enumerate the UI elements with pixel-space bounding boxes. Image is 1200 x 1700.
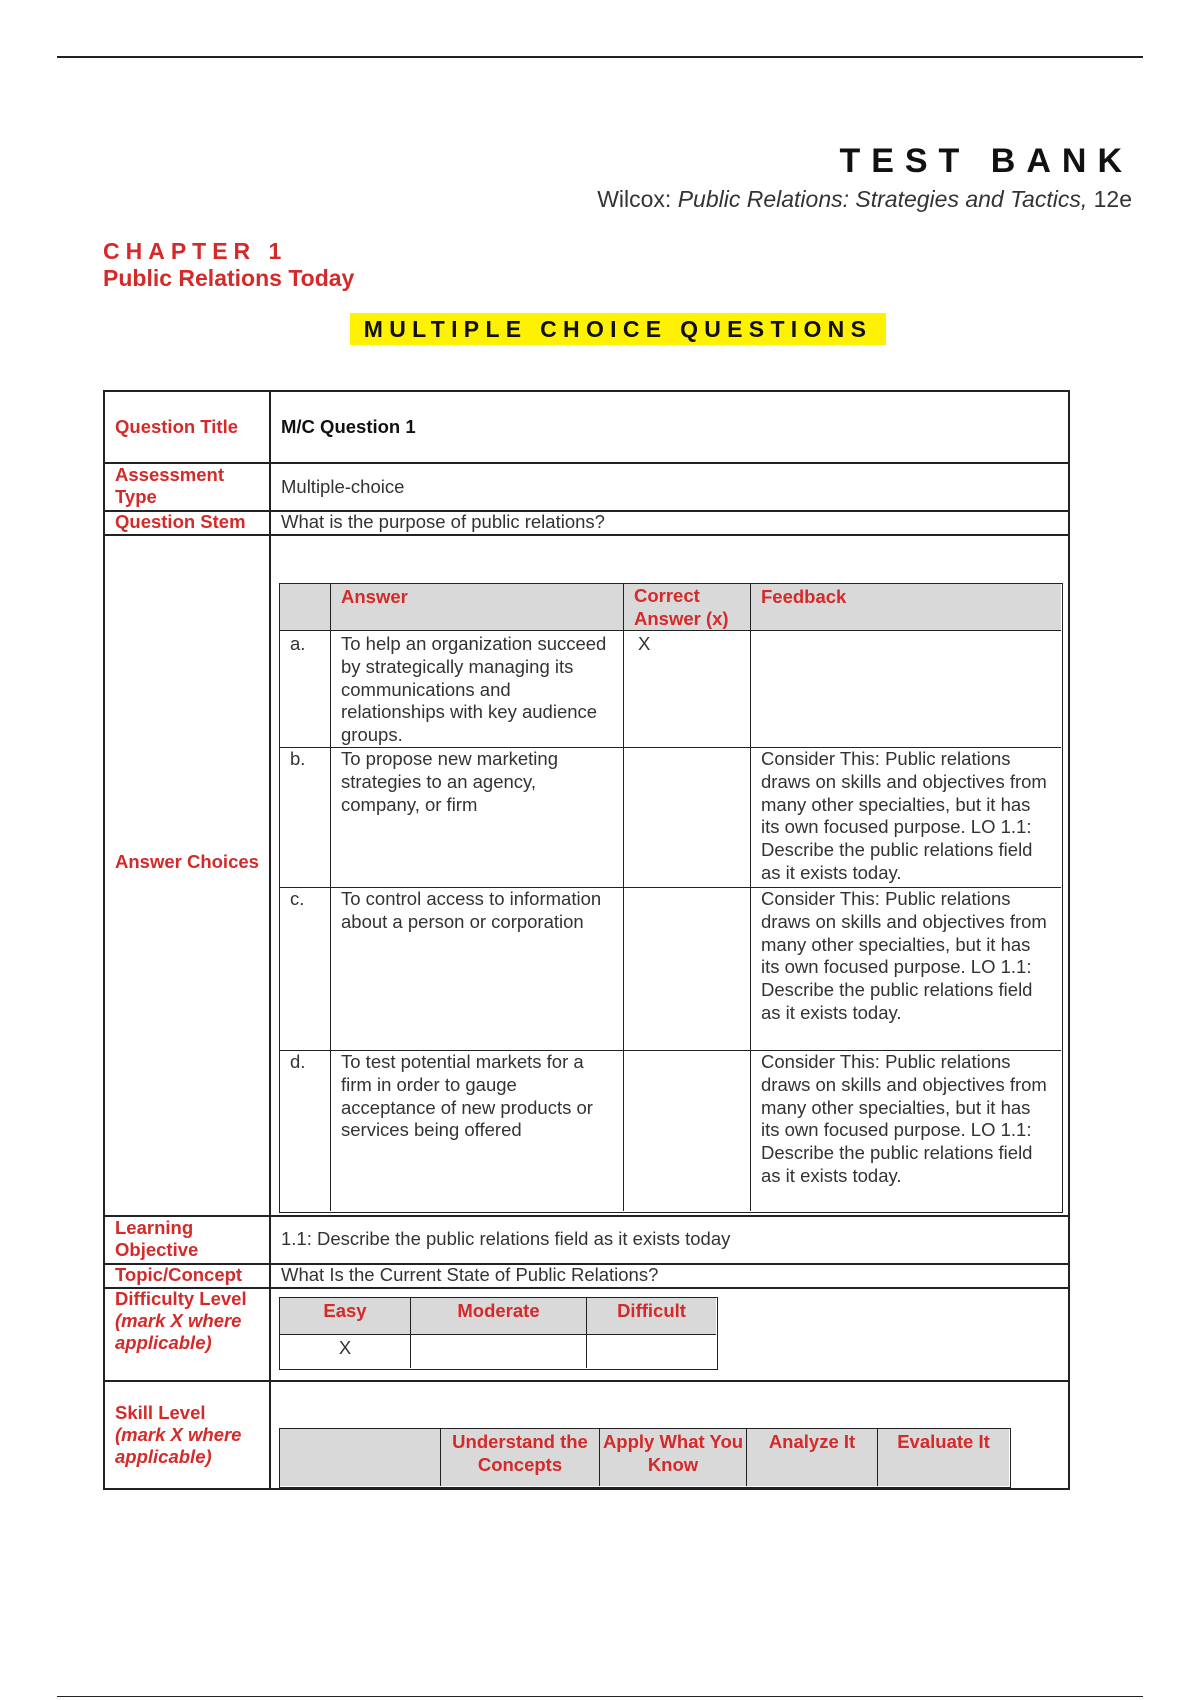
row-divider (105, 1380, 1068, 1382)
choice-feedback: Consider This: Public relations draws on skills and objectives from many other specialties, but it has its own focused purpose. LO 1.1: Describe the public relations field as it exists today. (750, 1050, 1061, 1211)
topic-concept-value: What Is the Current State of Public Relations? (281, 1264, 659, 1285)
test-bank-title: TEST BANK (839, 142, 1133, 180)
skill-header-blank (280, 1429, 440, 1486)
topic-concept-label: Topic/Concept (115, 1264, 243, 1285)
difficulty-mark-moderate (410, 1334, 586, 1368)
chapter-number: CHAPTER 1 (103, 238, 288, 264)
choice-letter: a. (280, 630, 330, 747)
bottom-rule (57, 1696, 1143, 1697)
question-stem-value: What is the purpose of public relations? (281, 511, 605, 532)
assessment-type-label: Assessment Type (115, 464, 225, 507)
choice-correct-mark (623, 887, 750, 1050)
choice-correct-mark (623, 747, 750, 887)
difficulty-hint: (mark X where applicable) (115, 1310, 242, 1353)
skill-header-analyze: Analyze It (746, 1429, 877, 1486)
choice-correct-mark (623, 1050, 750, 1211)
difficulty-level-label (115, 1288, 265, 1354)
skill-table (279, 1428, 1011, 1488)
skill-header-understand: Understand the Concepts (440, 1429, 599, 1486)
choice-feedback (750, 630, 1061, 747)
book-subtitle (597, 186, 1132, 213)
answer-header: Answer (330, 584, 623, 630)
skill-header-evaluate: Evaluate It (877, 1429, 1009, 1486)
difficulty-mark-easy: X (280, 1334, 410, 1368)
row-divider (105, 534, 1068, 536)
difficulty-header-difficult: Difficult (586, 1298, 716, 1334)
skill-level-label (115, 1402, 265, 1468)
choice-correct-mark: X (623, 630, 750, 747)
choice-letter: d. (280, 1050, 330, 1211)
question-title-value: M/C Question 1 (281, 416, 416, 437)
choice-feedback: Consider This: Public relations draws on skills and objectives from many other specialties, but it has its own focused purpose. LO 1.1: Describe the public relations field as it exists today. (750, 747, 1061, 887)
choice-answer: To control access to information about a person or corporation (330, 887, 623, 1050)
choice-answer: To help an organization succeed by strategically managing its communications and relationships with key audience groups. (330, 630, 623, 747)
choice-feedback: Consider This: Public relations draws on skills and objectives from many other specialties, but it has its own focused purpose. LO 1.1: Describe the public relations field as it exists today. (750, 887, 1061, 1050)
subtitle-author: Wilcox: (597, 186, 678, 212)
difficulty-label-text: Difficulty Level (115, 1288, 247, 1309)
answer-choices-label: Answer Choices (115, 851, 259, 872)
difficulty-table (279, 1297, 718, 1370)
question-stem-label: Question Stem (115, 511, 246, 532)
difficulty-header-easy: Easy (280, 1298, 410, 1334)
label-column-divider (269, 392, 271, 1488)
question-table (103, 390, 1070, 1490)
skill-header-apply: Apply What You Know (599, 1429, 746, 1486)
correct-answer-header: Correct Answer (x) (623, 584, 750, 630)
learning-objective-value: 1.1: Describe the public relations field as it exists today (281, 1228, 731, 1249)
choice-answer: To test potential markets for a firm in order to gauge acceptance of new products or services being offered (330, 1050, 623, 1211)
difficulty-mark-difficult (586, 1334, 716, 1368)
answer-choices-table (279, 583, 1063, 1213)
skill-hint: (mark X where applicable) (115, 1424, 242, 1467)
subtitle-book: Public Relations: Strategies and Tactics, (677, 186, 1088, 212)
difficulty-header-moderate: Moderate (410, 1298, 586, 1334)
learning-objective-label: Learning Objective (115, 1217, 199, 1260)
choice-letter: c. (280, 887, 330, 1050)
top-rule (57, 56, 1143, 58)
subtitle-edition: 12e (1087, 186, 1132, 212)
section-banner: MULTIPLE CHOICE QUESTIONS (350, 313, 886, 345)
choice-letter: b. (280, 747, 330, 887)
choice-answer: To propose new marketing strategies to an agency, company, or firm (330, 747, 623, 887)
question-title-label: Question Title (115, 416, 239, 437)
chapter-title: Public Relations Today (103, 265, 355, 291)
feedback-header: Feedback (750, 584, 1061, 630)
skill-label-text: Skill Level (115, 1402, 206, 1423)
assessment-type-value: Multiple-choice (281, 476, 405, 497)
